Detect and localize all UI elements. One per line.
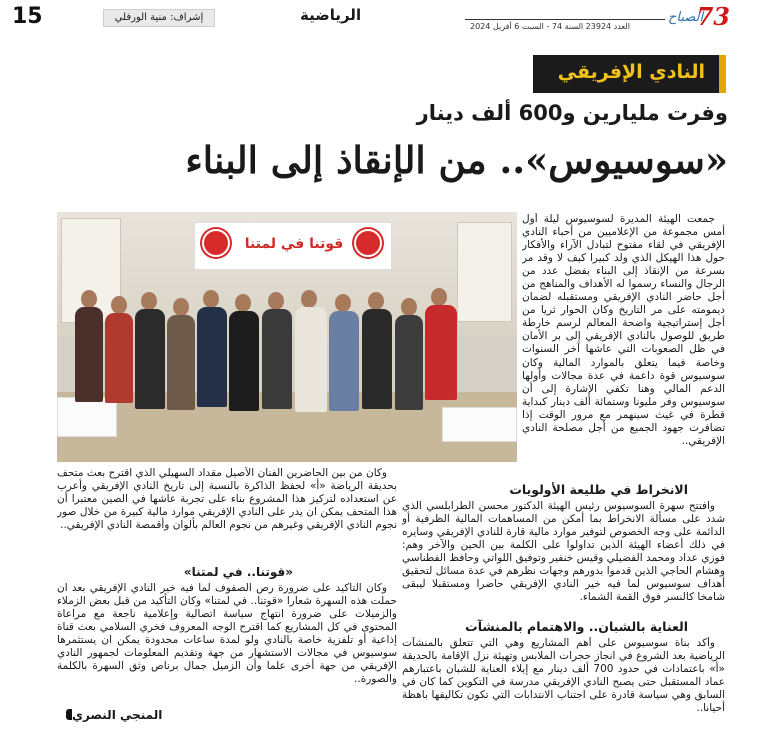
section-heading-text: العناية بالشبان.. والاهتمام بالمنشآت <box>465 619 688 634</box>
issue-info: العدد 23924 السنة 74 - السبت 6 أفريل 2024 <box>470 22 630 31</box>
author-name: المنجي النصري <box>72 708 163 722</box>
kicker-box <box>533 55 726 93</box>
newspaper-logo <box>668 2 730 32</box>
masthead <box>0 0 758 38</box>
photo-table <box>442 407 517 442</box>
article-intro <box>522 213 725 475</box>
intro-paragraph: جمعت الهيئة المديرة لسوسيوس ليلة أول أمس مجموعة من الإعلاميين من أحباء النادي الإفريقي في لقاء مفتوح لتبادل الآراء والأفكار حول هذا الهيكل الذي ولد كبيرا كيف لا وقد مر بسرعة من الإنقاذ إلى البناء بفضل عدد من الرجال والنساء رسموا له الأهداف والمناهج من أجل حاضر النادي الإفريقي ومستقبله لضمان ديمومته على مر التاريخ وكان الحوار ثريا من أجل إستراتيجية واضحة المعالم لرسم خارطة طريق للوصول بالنادي الإفريقي إلى بر الأمان في ظل الصعوبات التي عاشها آخر السنوات وخاصة فيما يتعلق بالموارد المالية وكان سوسيوس قوة داعمة في عدة مجالات وأولها الدعم المالي وهنا تكفي الإشارة إلى أن سوسيوس وفر مليونا وستمائة ألف دينار كبداية قطرة في غيث سينهمر مع مرور الوقت إذا تضافرت جهود الجميع من أجل مصلحة النادي الإفريقي.. <box>522 213 725 447</box>
section-heading-text: الانخراط في طليعة الأولويات <box>509 482 688 497</box>
club-logo-icon <box>354 229 382 257</box>
section-heading-text: «قوتنا.. في لمتنا» <box>183 565 293 579</box>
left-body <box>57 582 397 707</box>
supervisor-credit: إشراف: منية الورفلي <box>103 9 215 27</box>
section-heading <box>509 482 688 497</box>
article-subtitle: وفرت مليارين و600 ألف دينار <box>416 101 728 125</box>
section-paragraph: وافتتح سهرة السوسيوس رئيس الهيئة الدكتور محسن الطرابلسي الذي شدد على مسألة الانخراط بما أمكن من المساهمات المالية الظرفية أو الدائمة على وجه الخصوص لتوفير موارد مالية قارة للنادي الإفريقي وسايره في ذلك أعضاء الهيئة الذين تداولوا على الكلمة بين الحين والآخر وهم: فوزي عداد ومحمد الفضيلي وقيس خنفير وتوفيق اللواتي وحافظ الفطناسي وهشام الحاجي الذين قدموا بدورهم وجهات نظرهم في عدة مسائل لتحقيق أهداف سوسيوس لما فيه خير النادي الإفريقي حاضرا ومستقبلا ليبقى شامخا كالنسر فوق القمة الشماء. <box>402 500 725 604</box>
logo-word: الصباح <box>668 10 704 25</box>
photo-table <box>57 397 117 437</box>
left-body <box>57 467 397 577</box>
article-headline: «سوسيوس».. من الإنقاذ إلى البناء <box>185 138 728 182</box>
kicker: النادي الإفريقي <box>557 61 705 83</box>
section-body <box>402 500 725 614</box>
logo-number: 73 <box>696 2 730 31</box>
page-number: 15 <box>12 4 43 29</box>
left-paragraph: وكان من بين الحاضرين الفنان الأصيل مقداد السهيلي الذي اقترح بعث متحف بحديقة الرياضة «أ» لحفظ الذاكرة بالنسبة إلى تاريخ النادي الإفريقي وأعرب عن استعداده لتركيز هذا المشروع بناء على تجربة عاشها في الصين معتبرا أن هذا المتحف يمكن ان يدر على النادي الإفريقي موارد مالية كبيرة من خلال صور نجوم النادي الإفريقي وغيرهم من نجوم العالم بألوان وأقمصة النادي الإفريقي.. <box>57 467 397 532</box>
group-photo <box>57 212 517 462</box>
club-logo-icon <box>202 229 230 257</box>
section-heading <box>184 565 293 579</box>
section-paragraph: وأكد بناة سوسيوس على أهم المشاريع وهي التي تتعلق بالمنشآت الرياضية بعد الشروع في انجاز حجرات الملابس وتهيئة نزل الإقامة بالحديقة «أ» باعتمادات في حدود 700 ألف دينار مع إيلاء العناية للشبان باعتبارهم عماد المستقبل حتى يصبح النادي الإفريقي مدرسة في التكوين كما كان في السابق وهي سياسة قادرة على اجتناب الانتدابات التي تكون تكاليفها باهظة أحيانا.. <box>402 637 725 715</box>
section-body <box>402 637 725 729</box>
photo-window <box>457 222 512 322</box>
photo-banner-text: قوتنا في لمتنا <box>244 236 344 252</box>
author-byline <box>62 708 162 722</box>
section-name: الرياضية <box>300 6 362 24</box>
left-paragraph: وكان التأكيد على ضرورة رص الصفوف لما فيه خير النادي الإفريقي بعد ان حملت هذه السهرة شعارا «قوتنا.. في لمتنا» وكان التأكيد من قبل بعض الزملاء والزميلات على ضرورة انتهاج سياسة اتصالية وإعلامية ناجعة مع مراعاة المحتوى في كل المشاريع كما اقترح الوجه المعروف فخري السلامي بعث قناة إذاعية أو تلفزية خاصة بالنادي ولو لمدة ساعات محدودة يمكن ان يستثمرها سوسيوس في مجالات الاستشهار من جهة وتقديم المعلومات لجمهور النادي الإفريقي من جهة أخرى علما وأن الزميل جمال برناص وثق السهرة بالكلمة والصورة.. <box>57 582 397 686</box>
masthead-rule <box>465 19 665 20</box>
section-heading <box>465 619 688 634</box>
